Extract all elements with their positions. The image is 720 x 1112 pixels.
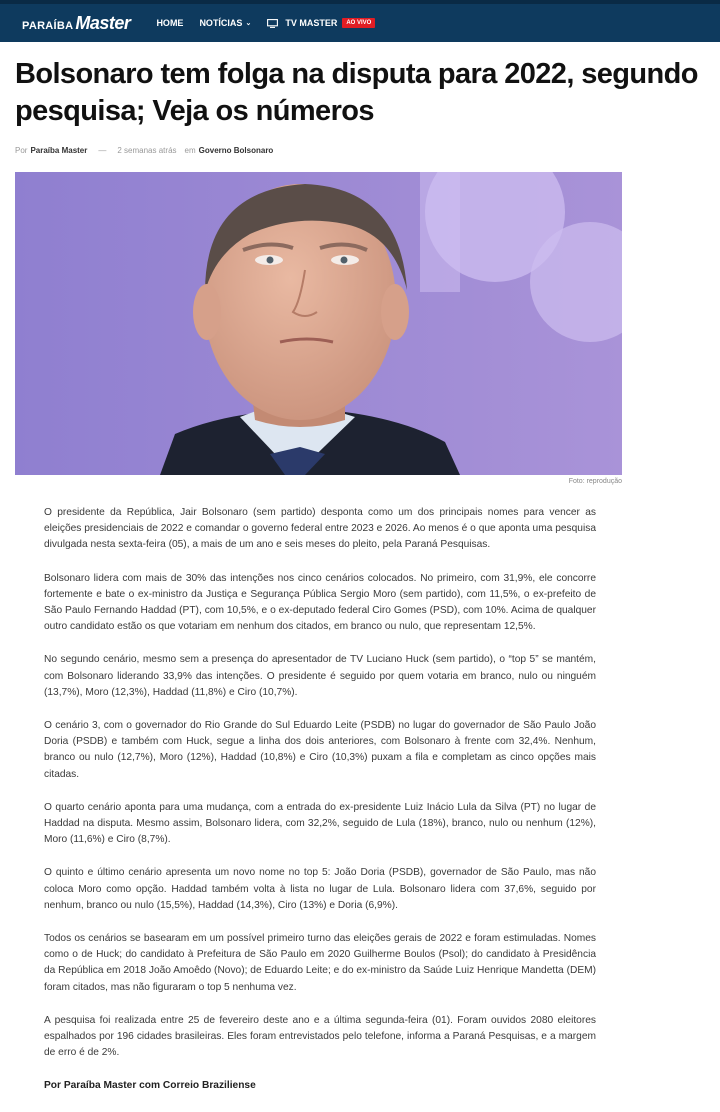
- meta-author-link[interactable]: Paraíba Master: [30, 146, 88, 155]
- top-navbar: [0, 4, 720, 42]
- nav-home[interactable]: HOME: [156, 18, 184, 28]
- nav-tv-label: TV MASTER: [285, 18, 338, 28]
- photo-credit: Foto: reprodução: [568, 478, 622, 485]
- live-badge: AO VIVO: [342, 18, 375, 28]
- article-paragraph: O quinto e último cenário apresenta um novo nome no top 5: João Doria (PSDB), governador de São Paulo, mas não coloca Moro como opção. Haddad também volta à lista no lugar de Lula. Bolsonaro lidera com 37,6%, seguido por nenhum, branco ou nulo (15,5%), Haddad (14,3%), Ciro (13%) e Doria (6,9%).: [44, 867, 596, 911]
- site-logo[interactable]: [22, 13, 130, 34]
- meta-dash: —: [98, 146, 107, 155]
- article-paragraph: No segundo cenário, mesmo sem a presença do apresentador de TV Luciano Huck (sem partido), o “top 5” se mantém, com Bolsonaro liderando 33,9% das intenções. O presidente é seguido por quem votaria em branco, nulo ou ninguém (13,7%), Moro (12,3%), Haddad (11,8%) e Ciro (10,7%).: [44, 654, 596, 698]
- meta-category-link[interactable]: Governo Bolsonaro: [198, 146, 274, 155]
- article-paragraph: Bolsonaro lidera com mais de 30% das intenções nos cinco cenários colocados. No primeiro, com 31,9%, ele concorre fortemente e bate o ex-ministro da Justiça e Segurança Pública Sergio Moro (sem partido), com 11,5%, o ex-prefeito de São Paulo Fernando Haddad (PT), com 10,5%, e o ex-deputado federal Ciro Gomes (PSD), com 10%. Acima de qualquer outro candidato estão os que votariam em nenhum dos citados, em branco ou nulo, que representam 12,5%.: [44, 572, 596, 633]
- article-body: [44, 505, 596, 1112]
- article-signature: Por Paraíba Master com Correio Braziliense: [44, 1080, 256, 1092]
- article-paragraph: O cenário 3, com o governador do Rio Grande do Sul Eduardo Leite (PSDB) no lugar do governador de São Paulo João Doria (PSDB) e também com Huck, segue a linha dos dois anteriores, com Bolsonaro à frente com 32,4%. Nenhum, branco ou nulo (12,7%), Moro (12%), Haddad (10,8%) e Ciro (10,3%) puxam a fila e completam as cinco opções mais citadas.: [44, 720, 596, 780]
- logo-text-paraiba: PARAÍBA: [22, 19, 74, 32]
- nav-tv-master[interactable]: [267, 18, 375, 28]
- meta-in: em: [184, 146, 196, 155]
- article-title: Bolsonaro tem folga na disputa para 2022, segundo pesquisa; Veja os números: [15, 58, 698, 127]
- nav-noticias-label: NOTÍCIAS: [199, 18, 243, 28]
- article-meta: [15, 146, 720, 155]
- article-paragraph: A pesquisa foi realizada entre 25 de fevereiro deste ano e a última segunda-feira (01). Foram ouvidos 2080 eleitores espalhados por 196 cidades brasileiras. Eles foram entrevistados pelo telefone, informa a Paraná Pesquisas, e a margem de erro é de 2%.: [44, 1014, 596, 1059]
- logo-text-master: Master: [75, 12, 131, 33]
- meta-time: 2 semanas atrás: [117, 146, 177, 155]
- nav-noticias[interactable]: [199, 18, 251, 28]
- chevron-down-icon: ⌄: [245, 20, 252, 27]
- article-paragraph: Todos os cenários se basearam em um possível primeiro turno das eleições gerais de 2022 e foram estimuladas. Nomes como o de Huck; do candidato à Prefeitura de São Paulo em 2020 Guilherme Boulos (Psol); do candidato à Presidência da República em 2018 João Amoêdo (Novo); de Eduardo Leite; e do ex-ministro da Saúde Luiz Henrique Mandetta (DEM) foram citados, mas não figuraram o top 5 nenhuma vez.: [44, 933, 596, 993]
- article-paragraph: O quarto cenário aponta para uma mudança, com a entrada do ex-presidente Luiz Inácio Lula da Silva (PT) no lugar de Haddad na disputa. Mesmo assim, Bolsonaro lidera, com 32,2%, seguido de Lula (18%), branco, nulo ou nenhum (12%), Moro (11,6%) e Ciro (8,7%).: [44, 801, 596, 846]
- meta-by: Por: [15, 146, 28, 155]
- featured-photo: [15, 172, 622, 475]
- featured-photo-illustration: [15, 172, 622, 475]
- tv-icon: [267, 19, 278, 28]
- article-paragraph: O presidente da República, Jair Bolsonaro (sem partido) desponta como um dos principais nomes para vencer as eleições presidenciais de 2022 e comandar o governo federal entre 2023 e 2026. Ao menos é o que aponta uma pesquisa divulgada nesta sexta-feira (05), a mais de um ano e seis meses do pleito, pela Paraná Pesquisas.: [44, 507, 596, 551]
